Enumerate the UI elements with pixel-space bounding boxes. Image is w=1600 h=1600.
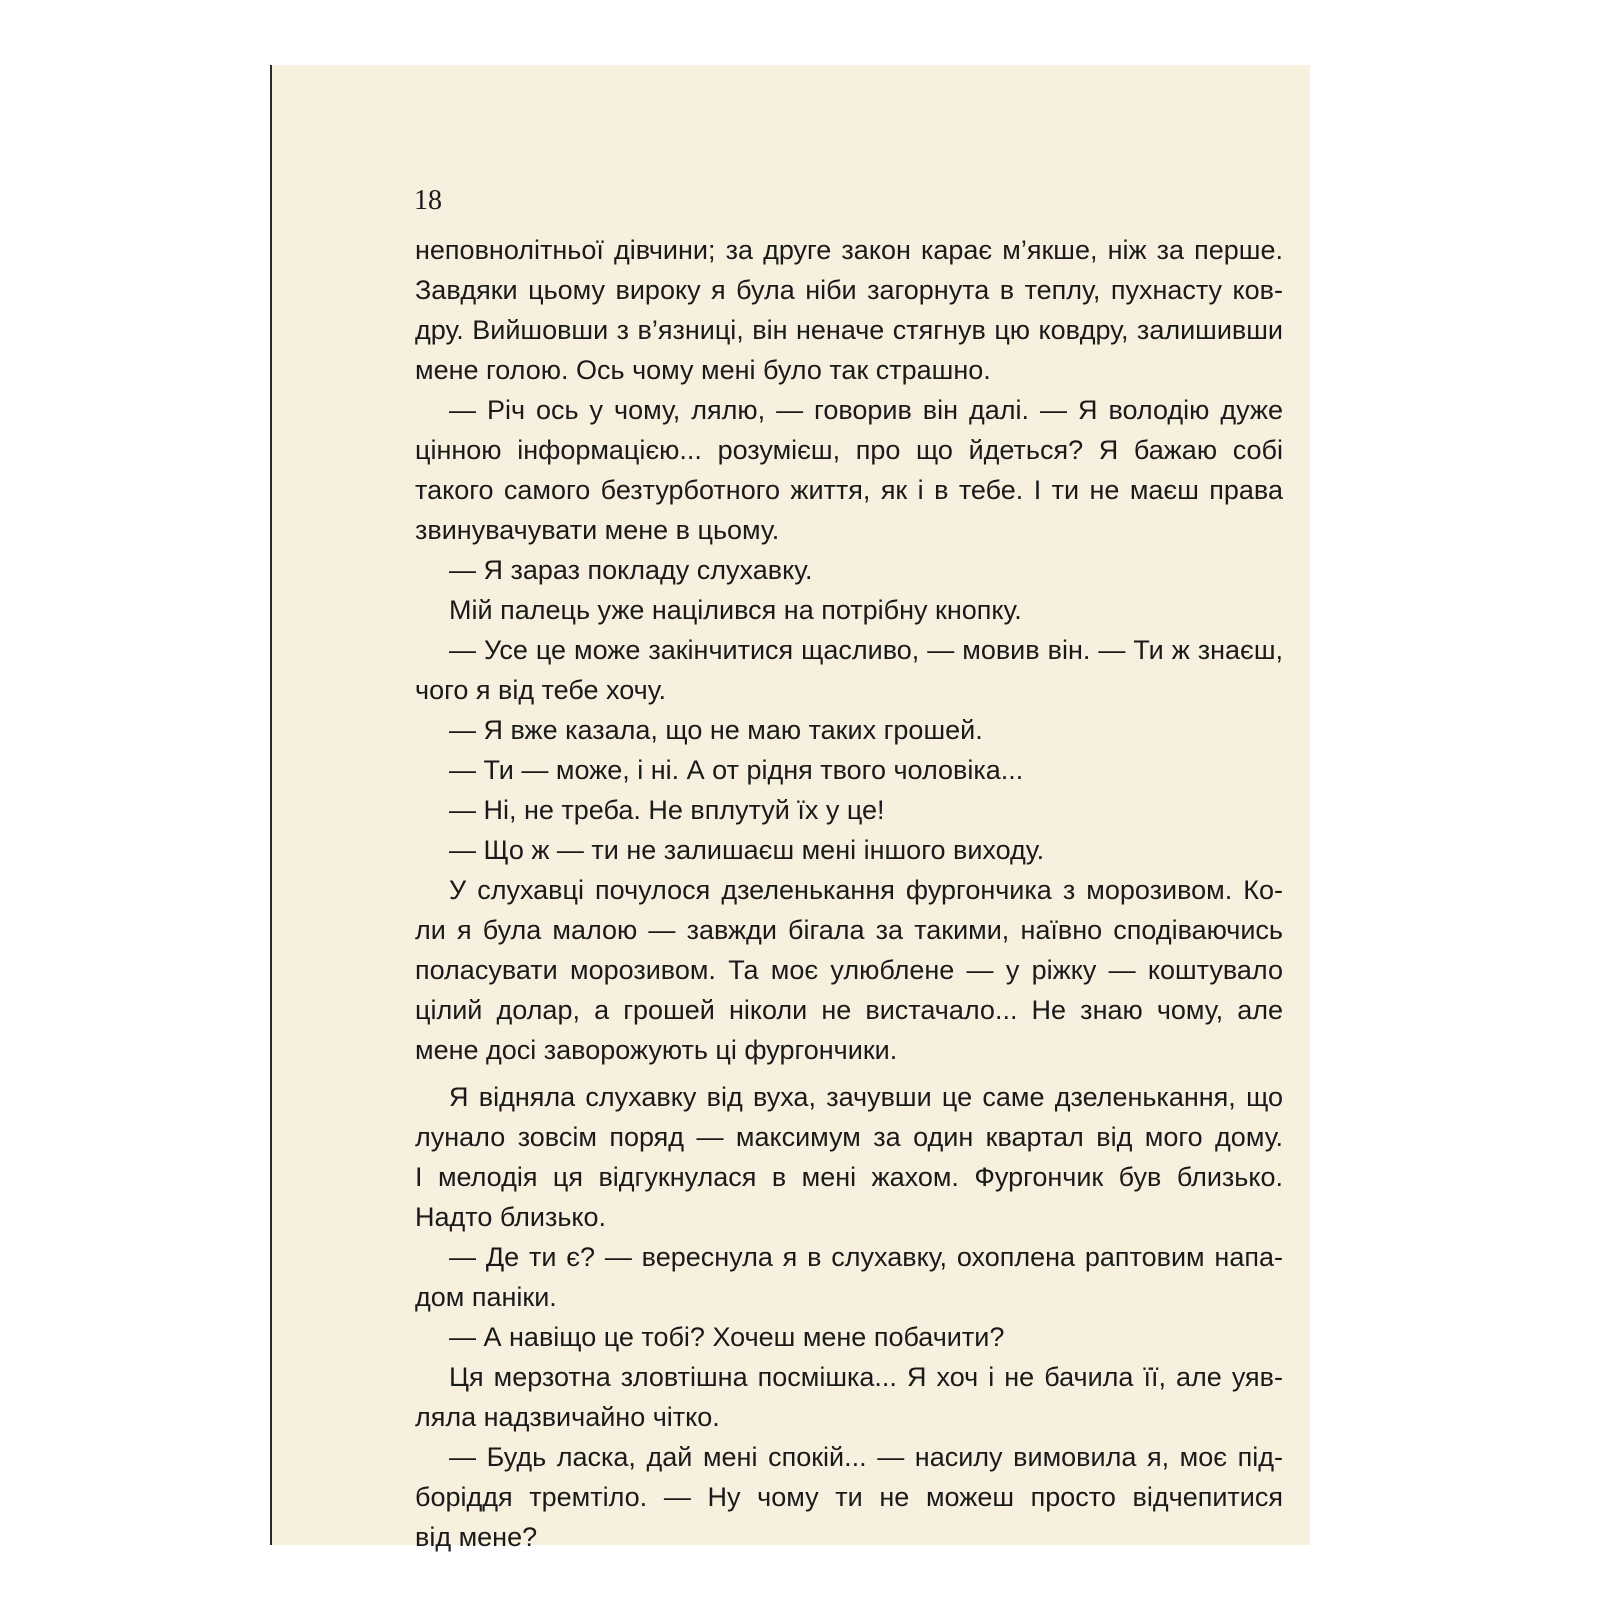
- text-line: ляла надзвичайно чітко.: [415, 1402, 720, 1432]
- text-line: мене досі заворожують ці фургончики.: [415, 1035, 898, 1065]
- text-line: дру. Вийшовши з в’язниці, він неначе стягнув цю ковдру, залишивши: [415, 315, 1283, 345]
- text-line: — А навіщо це тобі? Хочеш мене побачити?: [449, 1322, 1005, 1352]
- text-line: — Ні, не треба. Не вплутуй їх у це!: [449, 795, 885, 825]
- text-line: І мелодія ця відгукнулася в мені жахом. Фургончик був близько.: [415, 1162, 1283, 1192]
- text-line: боріддя тремтіло. — Ну чому ти не можеш просто відчепитися: [415, 1482, 1283, 1512]
- text-line: звинувачувати мене в цьому.: [415, 515, 780, 545]
- text-line: такого самого безтурботного життя, як і в тебе. І ти не маєш права: [415, 475, 1283, 505]
- text-line: цінною інформацією... розумієш, про що йдеться? Я бажаю собі: [415, 435, 1283, 465]
- text-line: дом паніки.: [415, 1282, 557, 1312]
- text-line: — Усе це може закінчитися щасливо, — мовив він. — Ти ж знаєш,: [449, 635, 1283, 665]
- body-text: [415, 230, 1283, 1557]
- page-number: 18: [414, 185, 442, 216]
- text-line: — Я зараз покладу слухавку.: [449, 555, 813, 585]
- text-line: — Я вже казала, що не маю таких грошей.: [449, 715, 983, 745]
- text-line: — Що ж — ти не залишаєш мені іншого виходу.: [449, 835, 1045, 865]
- text-line: — Ти — може, і ні. А от рідня твого чоловіка...: [449, 755, 1024, 785]
- text-line: чого я від тебе хочу.: [415, 675, 667, 705]
- text-line: від мене?: [415, 1522, 538, 1552]
- text-line: — Річ ось у чому, лялю, — говорив він далі. — Я володію дуже: [449, 395, 1283, 425]
- text-line: Надто близько.: [415, 1202, 607, 1232]
- text-line: Ця мерзотна зловтішна посмішка... Я хоч і не бачила її, але уяв-: [449, 1362, 1283, 1392]
- text-line: У слухавці почулося дзеленькання фургончика з морозивом. Ко-: [449, 875, 1283, 905]
- text-line: — Будь ласка, дай мені спокій... — насилу вимовила я, моє під-: [449, 1442, 1283, 1472]
- text-line: цілий долар, а грошей ніколи не вистачало... Не знаю чому, але: [415, 995, 1283, 1025]
- text-line: неповнолітньої дівчини; за друге закон карає м’якше, ніж за перше.: [415, 235, 1283, 265]
- text-line: ли я була малою — завжди бігала за такими, наївно сподіваючись: [415, 915, 1283, 945]
- text-line: — Де ти є? — вереснула я в слухавку, охоплена раптовим напа-: [449, 1242, 1283, 1272]
- text-line: Завдяки цьому вироку я була ніби загорнута в теплу, пухнасту ков-: [415, 275, 1283, 305]
- book-page: [270, 65, 1310, 1552]
- text-line: Мій палець уже націлився на потрібну кнопку.: [449, 595, 1022, 625]
- text-line: лунало зовсім поряд — максимум за один квартал від мого дому.: [415, 1122, 1283, 1152]
- text-line: мене голою. Ось чому мені було так страшно.: [415, 355, 991, 385]
- text-line: поласувати морозивом. Та моє улюблене — у ріжку — коштувало: [415, 955, 1283, 985]
- paragraph-gap: [415, 1070, 1283, 1077]
- text-line: Я відняла слухавку від вуха, зачувши це саме дзеленькання, що: [449, 1082, 1283, 1112]
